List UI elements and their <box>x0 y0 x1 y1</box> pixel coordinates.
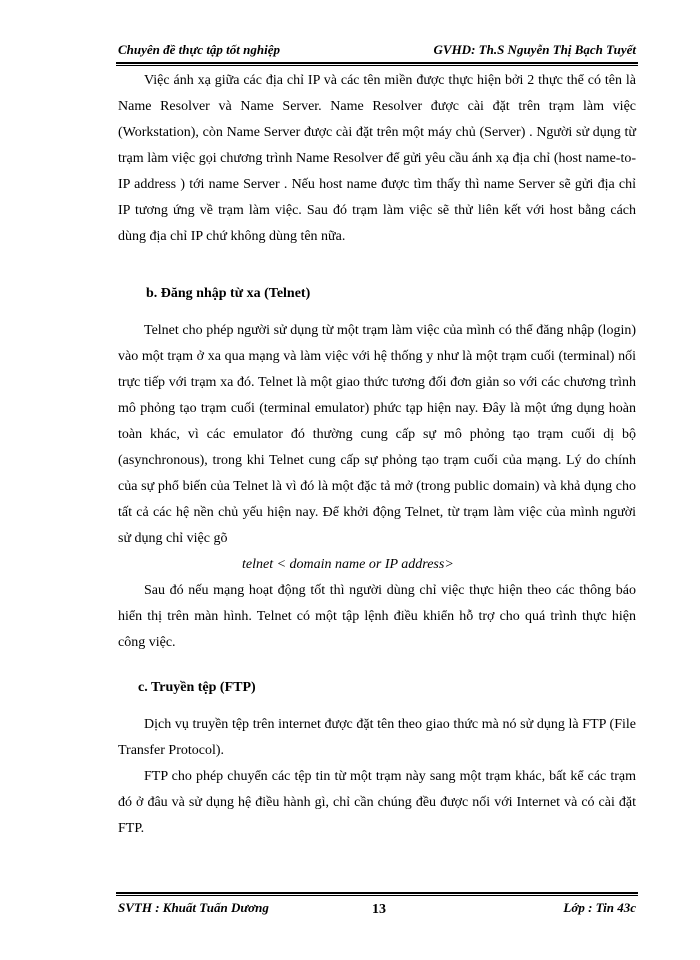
footer-rule-thin <box>116 895 638 896</box>
telnet-command: telnet < domain name or IP address> <box>242 557 454 572</box>
header-rule <box>116 62 638 64</box>
header-rule-thin <box>116 65 638 66</box>
page-footer <box>118 898 636 918</box>
paragraph-telnet: Telnet cho phép người sử dụng từ một trạm làm việc của mình có thể đăng nhập (login) vào một trạm ở xa qua mạng và làm việc với hệ thống y như là một trạm cuối (terminal) nối trực tiếp với trạm xa đó. Telnet là một giao thức tương đối đơn giản so với các chương trình mô phỏng tạo trạm cuối (terminal emulator) phức tạp hiện nay. Đây là một ứng dụng hoàn toàn khác, vì các emulator đó thường cung cấp sự mô phỏng tạo trạm cuối dị bộ (asynchronous), trong khi Telnet cung cấp sự phỏng tạo trạm cuối của mạng. Lý do chính của sự phổ biến của Telnet là vì đó là một đặc tả mở (trong public domain) và khả dụng cho tất cả các hệ nền chủ yếu hiện nay. Để khởi động Telnet, từ trạm làm việc của mình người sử dụng chỉ việc gõ <box>118 323 636 546</box>
page-number: 13 <box>372 902 386 917</box>
paragraph-ftp-2: FTP cho phép chuyển các tệp tin từ một trạm này sang một trạm khác, bất kể các trạm đó ở đâu và sử dụng hệ điều hành gì, chỉ cần chúng đều được nối với Internet và có cài đặt FTP. <box>118 769 636 836</box>
paragraph-dns: Việc ánh xạ giữa các địa chỉ IP và các tên miền được thực hiện bởi 2 thực thể có tên là Name Resolver và Name Server. Name Resolver được cài đặt trên trạm làm việc (Workstation), còn Name Server được cài đặt trên một máy chủ (Server) . Người sử dụng từ trạm làm việc gọi chương trình Name Resolver để gửi yêu cầu ánh xạ địa chỉ (host name-to-IP address ) tới name Server . Nếu host name được tìm thấy thì name Server sẽ gửi địa chỉ IP tương ứng về trạm làm việc. Sau đó trạm làm việc sẽ thử liên kết với host bằng cách dùng địa chỉ IP chứ không dùng tên nữa. <box>118 73 636 244</box>
footer-left-text: SVTH : Khuất Tuấn Dương <box>118 900 269 915</box>
heading-ftp: c. Truyền tệp (FTP) <box>138 680 256 695</box>
header-right-text: GVHD: Th.S Nguyễn Thị Bạch Tuyết <box>433 42 636 57</box>
header-left-text: Chuyên đề thực tập tốt nghiệp <box>118 42 280 57</box>
heading-telnet: b. Đăng nhập từ xa (Telnet) <box>146 286 311 301</box>
paragraph-telnet-after: Sau đó nếu mạng hoạt động tốt thì người dùng chỉ việc thực hiện theo các thông báo hiển thị trên màn hình. Telnet có một tập lệnh điều khiển hỗ trợ cho quá trình thực hiện công việc. <box>118 583 636 650</box>
footer-rule <box>116 892 638 894</box>
document-body <box>118 68 636 842</box>
paragraph-ftp-1: Dịch vụ truyền tệp trên internet được đặt tên theo giao thức mà nó sử dụng là FTP (File Transfer Protocol). <box>118 717 636 758</box>
footer-right-text: Lớp : Tin 43c <box>563 900 636 915</box>
page-header <box>118 40 636 60</box>
